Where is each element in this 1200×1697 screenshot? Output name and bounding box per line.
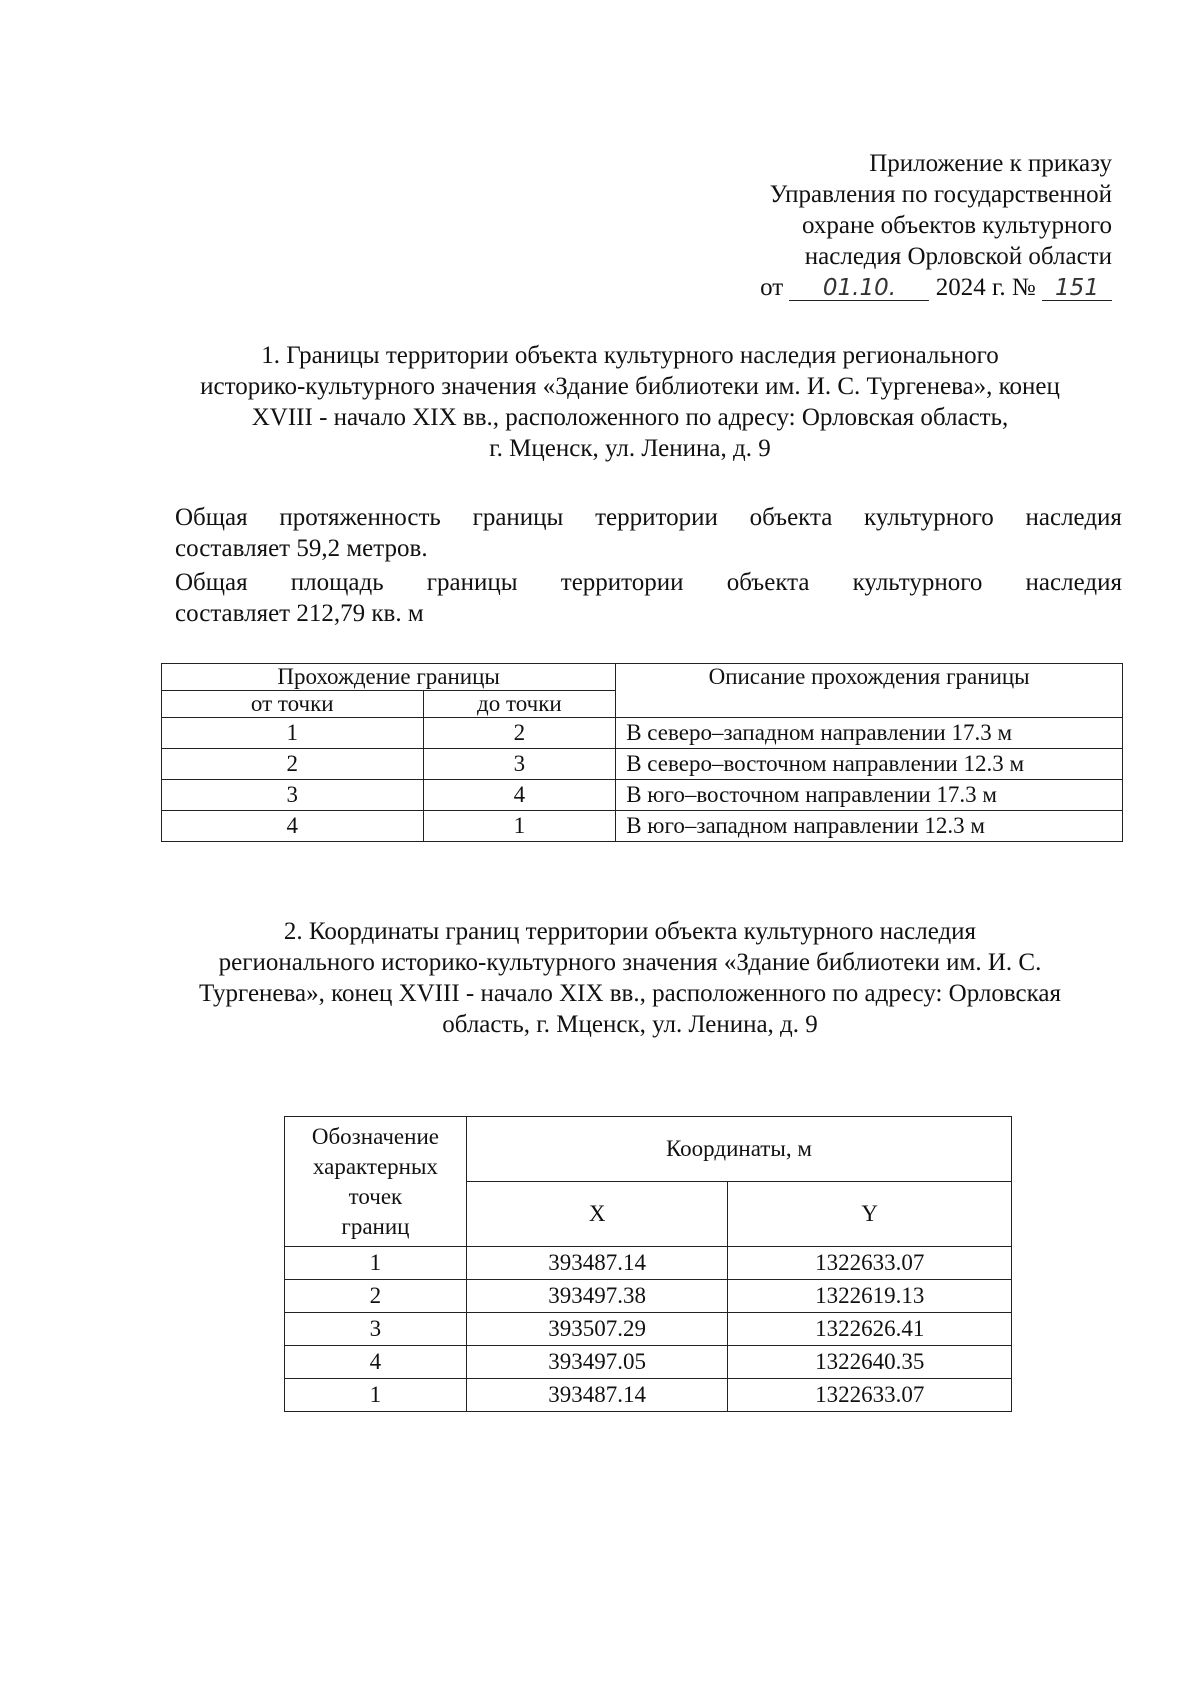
x-cell: 393507.29 bbox=[466, 1313, 728, 1346]
heading-line: XVIII - начало XIX вв., расположенного по адресу: Орловская область, bbox=[251, 404, 1009, 431]
table-row bbox=[162, 811, 1123, 842]
heading-line: область, г. Мценск, ул. Ленина, д. 9 bbox=[442, 1011, 818, 1038]
word: Общая bbox=[175, 569, 248, 596]
boundary-summary bbox=[175, 502, 1122, 629]
approval-line: наследия Орловской области bbox=[804, 243, 1112, 270]
boundary-passage-table bbox=[161, 663, 1123, 842]
from-prefix: от bbox=[760, 274, 784, 301]
header-x: X bbox=[466, 1182, 728, 1247]
total-length-line bbox=[175, 502, 1122, 533]
handwritten-order-number: 151 bbox=[1042, 276, 1112, 301]
section-2-heading bbox=[160, 916, 1100, 1040]
word: культурного bbox=[852, 569, 983, 596]
word: протяженность bbox=[279, 504, 441, 531]
description-cell: В юго–западном направлении 12.3 м bbox=[616, 811, 1123, 842]
description-cell: В юго–восточном направлении 17.3 м bbox=[616, 780, 1123, 811]
table-row bbox=[162, 718, 1123, 749]
header-description: Описание прохождения границы bbox=[616, 664, 1123, 718]
header-coordinates: Координаты, м bbox=[466, 1117, 1011, 1182]
header-points-line: характерных bbox=[312, 1153, 438, 1179]
y-cell: 1322626.41 bbox=[728, 1313, 1012, 1346]
from-point-cell: 3 bbox=[162, 780, 424, 811]
point-cell: 1 bbox=[285, 1247, 467, 1280]
approval-line: Приложение к приказу bbox=[869, 150, 1112, 177]
table-row bbox=[285, 1313, 1012, 1346]
heading-line: г. Мценск, ул. Ленина, д. 9 bbox=[489, 435, 771, 462]
to-point-cell: 1 bbox=[423, 811, 616, 842]
header-y: Y bbox=[728, 1182, 1012, 1247]
word: территории bbox=[595, 504, 718, 531]
to-point-cell: 4 bbox=[423, 780, 616, 811]
word: объекта bbox=[726, 569, 810, 596]
word: Общая bbox=[175, 504, 248, 531]
word: территории bbox=[560, 569, 684, 596]
heading-line: регионального историко-культурного значения «Здание библиотеки им. И. С. bbox=[218, 949, 1042, 976]
heading-line: 1. Границы территории объекта культурного наследия регионального bbox=[261, 342, 999, 369]
total-area-value: составляет 212,79 кв. м bbox=[175, 600, 424, 627]
y-cell: 1322633.07 bbox=[728, 1379, 1012, 1412]
header-points-line: границ bbox=[341, 1213, 410, 1239]
table-row bbox=[285, 1346, 1012, 1379]
approval-line: охране объектов культурного bbox=[801, 212, 1112, 239]
word: границы bbox=[472, 504, 564, 531]
y-cell: 1322640.35 bbox=[728, 1346, 1012, 1379]
table-row bbox=[162, 749, 1123, 780]
handwritten-date: 01.10. bbox=[789, 276, 929, 301]
point-cell: 2 bbox=[285, 1280, 467, 1313]
header-from-point: от точки bbox=[162, 691, 424, 718]
word: наследия bbox=[1025, 569, 1122, 596]
header-points bbox=[285, 1117, 467, 1247]
heading-line: историко-культурного значения «Здание библиотеки им. И. С. Тургенева», конец bbox=[200, 373, 1060, 400]
word: объекта bbox=[749, 504, 833, 531]
header-passage: Прохождение границы bbox=[162, 664, 616, 691]
approval-block bbox=[632, 148, 1112, 303]
header-to-point: до точки bbox=[423, 691, 616, 718]
table-row bbox=[285, 1379, 1012, 1412]
table-row bbox=[162, 780, 1123, 811]
description-cell: В северо–западном направлении 17.3 м bbox=[616, 718, 1123, 749]
point-cell: 4 bbox=[285, 1346, 467, 1379]
heading-line: Тургенева», конец XVIII - начало XIX вв., расположенного по адресу: Орловская bbox=[199, 980, 1061, 1007]
point-cell: 3 bbox=[285, 1313, 467, 1346]
coordinates-table bbox=[284, 1116, 1012, 1412]
section-1-heading bbox=[160, 340, 1100, 464]
to-point-cell: 3 bbox=[423, 749, 616, 780]
to-point-cell: 2 bbox=[423, 718, 616, 749]
from-point-cell: 2 bbox=[162, 749, 424, 780]
header-points-line: точек bbox=[348, 1183, 403, 1209]
total-length-value: составляет 59,2 метров. bbox=[175, 535, 428, 562]
x-cell: 393487.14 bbox=[466, 1247, 728, 1280]
word: наследия bbox=[1025, 504, 1122, 531]
order-date-line bbox=[632, 272, 1112, 303]
description-cell: В северо–восточном направлении 12.3 м bbox=[616, 749, 1123, 780]
x-cell: 393487.14 bbox=[466, 1379, 728, 1412]
table-row bbox=[285, 1247, 1012, 1280]
x-cell: 393497.05 bbox=[466, 1346, 728, 1379]
year-text: 2024 г. № bbox=[935, 274, 1036, 301]
word: культурного bbox=[864, 504, 994, 531]
table-row bbox=[285, 1280, 1012, 1313]
header-points-line: Обозначение bbox=[311, 1123, 439, 1149]
x-cell: 393497.38 bbox=[466, 1280, 728, 1313]
from-point-cell: 4 bbox=[162, 811, 424, 842]
point-cell: 1 bbox=[285, 1379, 467, 1412]
word: границы bbox=[426, 569, 518, 596]
y-cell: 1322619.13 bbox=[728, 1280, 1012, 1313]
total-area-line bbox=[175, 567, 1122, 598]
from-point-cell: 1 bbox=[162, 718, 424, 749]
heading-line: 2. Координаты границ территории объекта культурного наследия bbox=[283, 918, 977, 945]
word: площадь bbox=[290, 569, 384, 596]
y-cell: 1322633.07 bbox=[728, 1247, 1012, 1280]
approval-line: Управления по государственной bbox=[769, 181, 1112, 208]
